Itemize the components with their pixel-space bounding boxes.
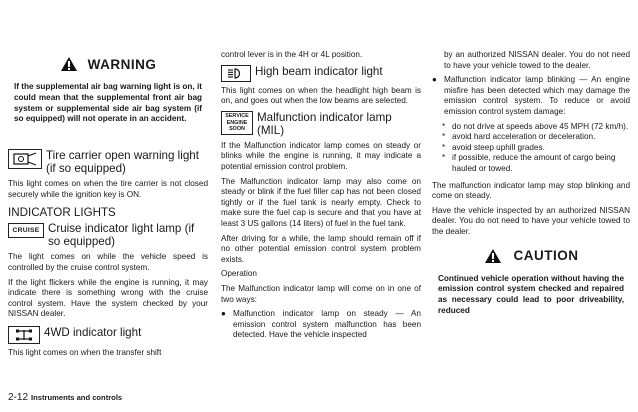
mil-heading <box>221 111 421 137</box>
tire-carrier-icon <box>8 149 42 169</box>
operation-heading: Operation <box>221 269 257 279</box>
sub-item <box>432 132 630 143</box>
cruise-text-2: If the light flickers while the engine is running, it may indicate there is something wrong with the cruise control system. Have the system checked by your NISSAN dealer. <box>8 277 208 319</box>
bullet-icon: ● <box>432 75 437 85</box>
page-footer <box>8 392 122 403</box>
mil-text-3: After driving for a while, the lamp should remain off if no other potential emission control system problem exists. <box>221 233 421 264</box>
bullet-icon: ● <box>221 309 226 319</box>
indicator-lights-heading: INDICATOR LIGHTS <box>8 206 116 220</box>
section-name: Instruments and controls <box>31 393 123 402</box>
mil-bullet-2 <box>432 75 630 117</box>
sub-item-text: do not drive at speeds above 45 MPH (72 km/h). <box>452 121 629 131</box>
sub-item-text: avoid hard acceleration or deceleration. <box>452 132 596 142</box>
mil-title: Malfunction indicator lamp (MIL) <box>257 110 392 137</box>
cruise-icon-label: CRUISE <box>12 227 40 235</box>
caution-text: Continued vehicle operation without having the emission control system checked and repaired as necessary could lead to poor driveability, reduced <box>438 273 624 315</box>
sub-item-text: if possible, reduce the amount of cargo being hauled or towed. <box>452 153 616 173</box>
asterisk-icon: * <box>442 153 446 163</box>
fourwd-title: 4WD indicator light <box>44 325 142 339</box>
high-beam-icon <box>221 65 251 82</box>
page-number: 2-12 <box>8 392 29 403</box>
warning-triangle-icon <box>60 56 78 72</box>
cruise-heading <box>8 222 208 248</box>
cruise-text-1: The light comes on while the vehicle speed is controlled by the cruise control system. <box>8 252 208 272</box>
sub-item <box>432 122 630 133</box>
high-beam-text: This light comes on when the headlight high beam is on, and goes out when the low beams are selected. <box>221 85 421 106</box>
high-beam-heading <box>221 65 421 82</box>
caution-title: CAUTION <box>513 248 579 263</box>
service-engine-soon-icon <box>221 111 253 135</box>
fourwd-icon <box>8 326 40 344</box>
column-1 <box>8 0 208 363</box>
mil-bullet-1-cont: by an authorized NISSAN dealer. You do not need to have your vehicle towed to the dealer. <box>444 50 630 70</box>
caution-header <box>432 248 630 264</box>
mil-text-2: The Malfunction indicator lamp may also come on steady or blink if the fuel filler cap has not been closed tightly or if the fuel tank is nearly empty. Check to make sure the fuel cap is secure and that you have at least 3 US gallons (14 liters) of fuel in the fuel tank. <box>221 176 421 228</box>
sub-item <box>432 143 630 154</box>
mil-text-4: The Malfunction indicator lamp will come on in one of two ways: <box>221 283 421 304</box>
column-3 <box>432 0 630 317</box>
column-2 <box>221 0 421 345</box>
mil-text-6: Have the vehicle inspected by an authorized NISSAN dealer. You do not need to have your vehicle towed to the dealer. <box>432 205 630 236</box>
mil-bullet-1-start: ● Malfunction indicator lamp on steady — An emission control system malfunction has been detected. Have the vehicle inspected <box>221 309 421 340</box>
warning-text: If the supplemental air bag warning light is on, it could mean that the supplemental front air bag system or supplemental side air bag system (if so equipped) will not operate in an accident. <box>14 82 202 124</box>
mil-icon-line-2: ENGINE <box>226 119 248 126</box>
mil-text-1: If the Malfunction indicator lamp comes on steady or blinks while the engine is running, it may indicate a potential emission control problem. <box>221 140 421 171</box>
cruise-icon <box>8 223 44 238</box>
cruise-title: Cruise indicator light lamp (if so equipped) <box>48 222 195 249</box>
caution-triangle-icon <box>484 248 502 264</box>
warning-box <box>8 56 208 125</box>
mil-icon-line-1: SERVICE <box>225 113 249 120</box>
asterisk-icon: * <box>442 142 446 152</box>
mil-icon-line-3: SOON <box>229 125 245 132</box>
tire-carrier-text: This light comes on when the tire carrier is not closed securely while the ignition key is ON. <box>8 179 208 199</box>
asterisk-icon: * <box>442 121 446 131</box>
fourwd-text-start: This light comes on when the transfer shift <box>8 347 162 357</box>
mil-bullet-2-text: Malfunction indicator lamp blinking — An engine misfire has been detected which may damage the emission control system. To reduce or avoid emission control system damage: <box>444 75 630 116</box>
warning-title: WARNING <box>87 56 157 72</box>
fourwd-text-cont: control lever is in the 4H or 4L position. <box>221 50 363 59</box>
high-beam-title: High beam indicator light <box>255 64 383 78</box>
asterisk-icon: * <box>442 132 446 142</box>
sub-item-text: avoid steep uphill grades. <box>452 142 545 152</box>
warning-header <box>14 56 202 72</box>
fourwd-heading <box>8 326 208 344</box>
mil-text-5: The malfunction indicator lamp may stop blinking and come on steady. <box>432 180 630 201</box>
tire-carrier-title: Tire carrier open warning light (if so equipped) <box>46 149 199 176</box>
sub-item <box>432 153 630 174</box>
tire-carrier-heading <box>8 149 208 175</box>
